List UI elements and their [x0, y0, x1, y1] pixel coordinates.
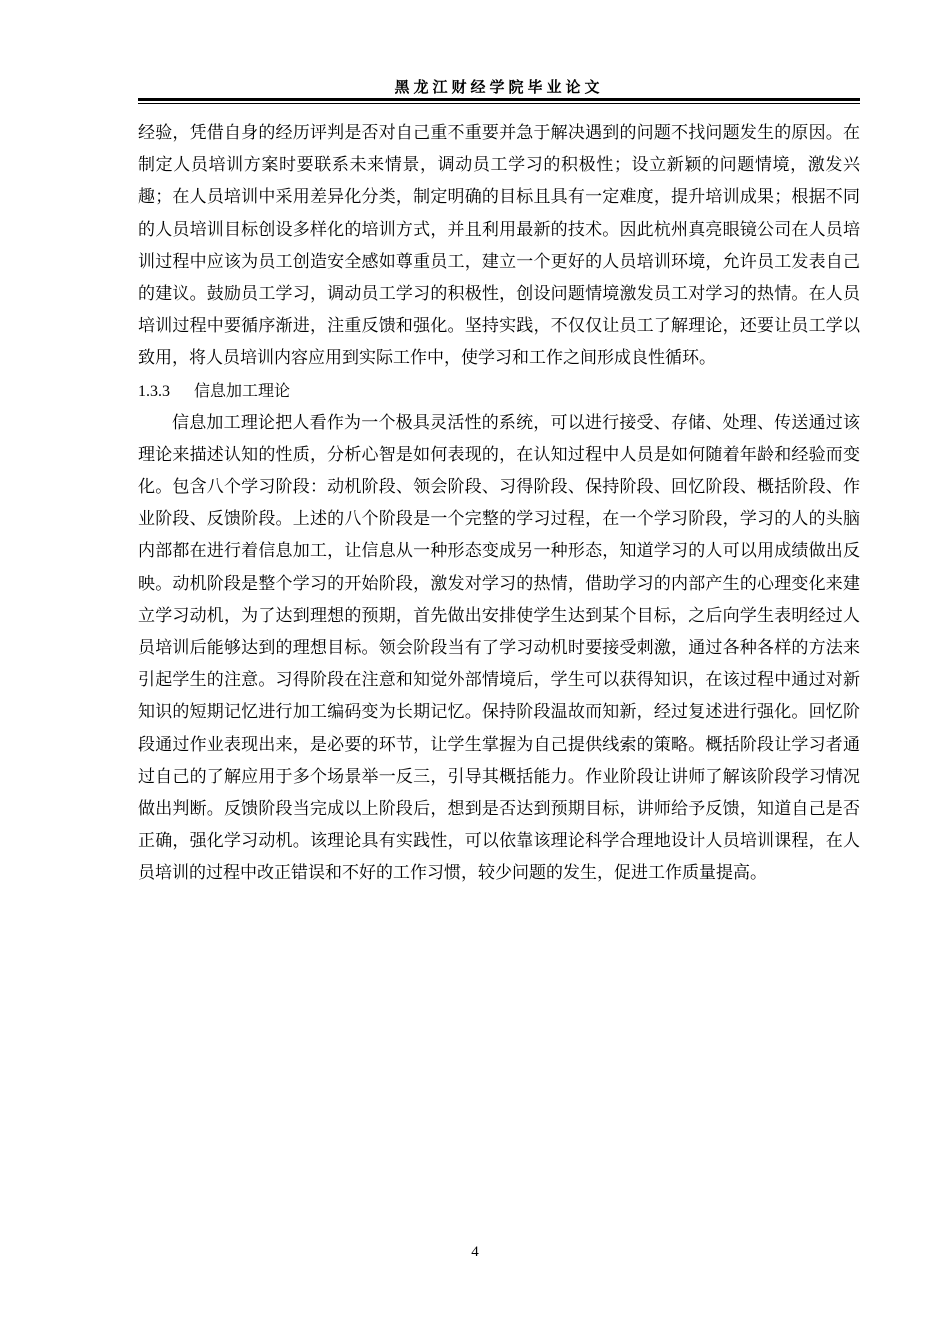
header-rule-thick — [138, 98, 860, 101]
body-text — [138, 117, 860, 890]
paragraph-information-processing: 信息加工理论把人看作为一个极具灵活性的系统，可以进行接受、存储、处理、传送通过该理论来描述认知的性质，分析心智是如何表现的，在认知过程中人员是如何随着年龄和经验而变化。包含八个学习阶段：动机阶段、领会阶段、习得阶段、保持阶段、回忆阶段、概括阶段、作业阶段、反馈阶段。上述的八个阶段是一个完整的学习过程，在一个学习阶段，学习的人的头脑内部都在进行着信息加工，让信息从一种形态变成另一种形态，知道学习的人可以用成绩做出反映。动机阶段是整个学习的开始阶段，激发对学习的热情，借助学习的内部产生的心理变化来建立学习动机，为了达到理想的预期，首先做出安排使学生达到某个目标，之后向学生表明经过人员培训后能够达到的理想目标。领会阶段当有了学习动机时要接受刺激，通过各种各样的方法来引起学生的注意。习得阶段在注意和知觉外部情境后，学生可以获得知识，在该过程中通过对新知识的短期记忆进行加工编码变为长期记忆。保持阶段温故而知新，经过复述进行强化。回忆阶段通过作业表现出来，是必要的环节，让学生掌握为自己提供线索的策略。概括阶段让学习者通过自己的了解应用于多个场景举一反三，引导其概括能力。作业阶段让讲师了解该阶段学习情况做出判断。反馈阶段当完成以上阶段后，想到是否达到预期目标，讲师给予反馈，知道自己是否正确，强化学习动机。该理论具有实践性，可以依靠该理论科学合理地设计人员培训课程，在人员培训的过程中改正错误和不好的工作习惯，较少问题的发生，促进工作质量提高。 — [138, 412, 860, 884]
section-number: 1.3.3 — [138, 382, 170, 400]
page-number: 4 — [471, 1244, 479, 1260]
paragraph-continued: 经验，凭借自身的经历评判是否对自己重不重要并急于解决遇到的问题不找问题发生的原因。在制定人员培训方案时要联系未来情景，调动员工学习的积极性；设立新颖的问题情境，激发兴趣；在人员培训中采用差异化分类，制定明确的目标且具有一定难度，提升培训成果；根据不同的人员培训目标创设多样化的培训方式，并且利用最新的技术。因此杭州真亮眼镜公司在人员培训过程中应该为员工创造安全感如尊重员工，建立一个更好的人员培训环境，允许员工发表自己的建议。鼓励员工学习，调动员工学习的积极性，创设问题情境激发员工对学习的热情。在人员培训过程中要循序渐进，注重反馈和强化。坚持实践，不仅仅让员工了解理论，还要让员工学以致用，将人员培训内容应用到实际工作中，使学习和工作之间形成良性循环。 — [138, 123, 860, 369]
header-rule-thin — [138, 103, 860, 104]
section-title: 信息加工理论 — [194, 380, 291, 400]
section-heading — [138, 375, 860, 407]
running-header-title: 黑龙江财经学院毕业论文 — [394, 78, 604, 96]
